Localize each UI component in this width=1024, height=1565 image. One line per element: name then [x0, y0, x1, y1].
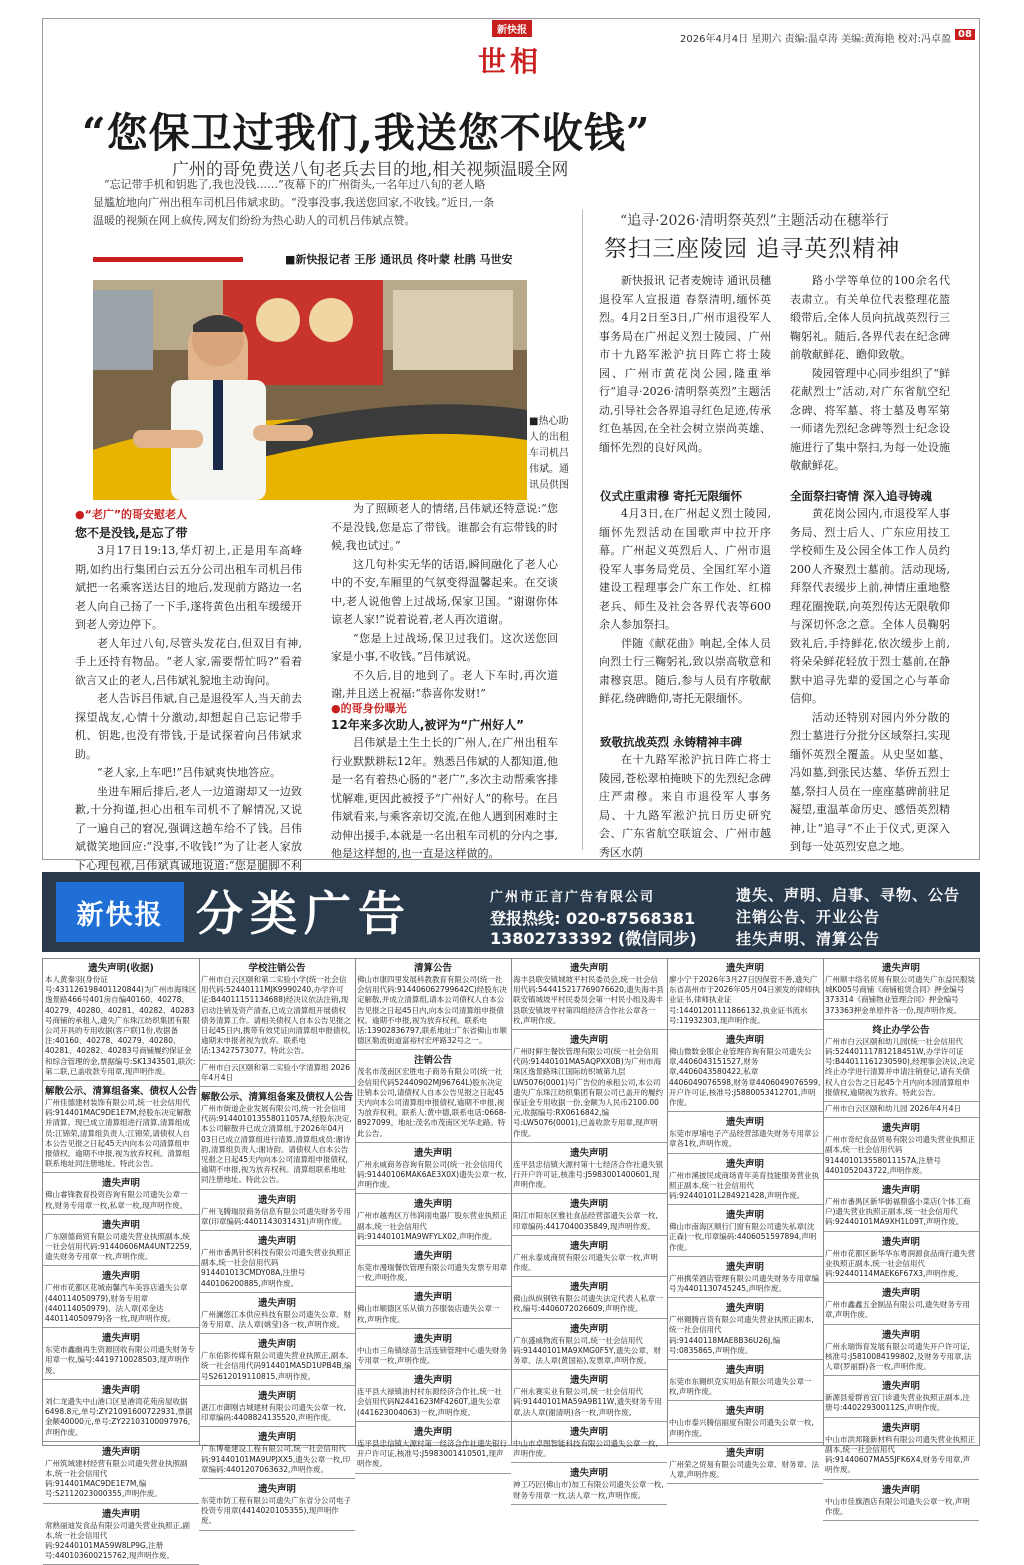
ad-text: 广东佑影传媒有限公司遗失营业执照正,副本,统一社会信用代码914401MA5D1UPB4B,编号S2612019110815,声明作废。: [201, 1351, 352, 1381]
ad-title: 遗失声明: [881, 1329, 920, 1341]
right-subheading-1: 仪式庄重肃穆 寄托无限缅怀: [600, 489, 743, 503]
ad-title: 遗失声明: [101, 1508, 140, 1520]
ad-text: 广州时鲜生餐饮管理有限公司(统一社会信用代码:91440101MA5AQPXX0B)为广州市海珠区逸景路珠江国际纺织城第九层LW5076(0001)号广告位的承租公司,本公司遗失广东珠江纺织集团有限公司已盖开的履约保证金专用收据一份,金额为人民币2100.00元,收据编号:RX0616842,编号:LW5076(0001),已盖收款专用章,现声明作废。: [513, 1047, 663, 1138]
classified-ad: [511, 1030, 667, 1143]
section2-subheading: 12年来多次助人,被评为“广州好人”: [331, 718, 525, 732]
section-title: 世相: [478, 45, 543, 78]
paragraph: 陵园管理中心同步组织了“鲜花献烈士”活动,对广东省航空纪念碑、将军墓、将士墓及粤军第一师诸先烈纪念碑等烈士纪念设施进行了集中祭扫,为每一处设施敬献鲜花。: [790, 366, 950, 472]
red-rule: [93, 257, 243, 262]
ad-title: 遗失声明: [101, 1446, 140, 1458]
classified-ad: [823, 1283, 979, 1324]
ad-text: 广州翱腾百货有限公司遗失营业执照正副本,统一社会信用代码:91440118MAE8B36U26J,编号:0835865,声明作废。: [669, 1315, 814, 1355]
ad-text: 中山市卓图智能科技有限公司遗失公章一枚,声明作废。: [513, 1438, 658, 1459]
ad-title: 遗失声明: [413, 1292, 452, 1304]
ad-text: 佛山纵纵钢铁有限公司遗失法定代表人私章一枚,编号:4406072026609,声明作废。: [513, 1294, 663, 1314]
ad-text: 佛山睿锋教育投资咨询有限公司遗失公章一枚,财务专用章一枚,私章一枚,现声明作废。: [45, 1190, 188, 1210]
ad-text: 广州市鑫鑫五金制品有限公司,遗失财务专用章,声明作废。: [825, 1300, 970, 1320]
paragraph: 为了照顾老人的情绪,吕伟斌还特意说:“您不是没钱,您是忘了带钱。谁都会有忘带钱的时候,我也试过。”: [331, 502, 558, 552]
ad-title: 遗失声明: [101, 1333, 140, 1345]
main-column-2: [331, 500, 558, 704]
ad-title: 遗失声明: [881, 1484, 920, 1496]
ad-text: 海丰县联安镇城坡平村民委员会,统一社会信用代码:544415217769076620,遗失海丰县联安镇城坡平村民委员会第一村民小组及海丰县联安镇坡平村第四组经济合作社公章各一枚,声明作废。: [513, 975, 664, 1025]
classified-ad: [43, 1504, 199, 1565]
paragraph: 吕伟斌是土生土长的广州人,在广州出租车行业默默耕耘12年。熟悉吕伟斌的人都知道,他是一名有着热心肠的“老广”,多次主动帮乘客排忧解难,更因此被授予“广州好人”的称号。在吕伟斌看来,与乘客亲切交流,在他人遇到困难时主动伸出援手,本就是一名出租车司机的分内之事,他是这样想的,也一直是这样做的。: [331, 736, 558, 860]
ad-text: 广州市街道企业发展有限公司,统一社会信用代码:914401013558011057A,经股东决定,本公司解散并已成立清算组,于2026年04月03日已成立清算组进行清算,清算组成员:谢诗韵,清算组负责人:谢诗韵。请债权人自本公告见报之日起45天内向本公司清算组申报债权,逾期不申报,视为放弃权利。清算组联系地址同注册地址。特此公告。: [201, 1104, 352, 1185]
ad-text: 广州市花都区花城南馨汽车美容店遗失公章(440114050979),财务专用章(440114050979)、法人章(邓金达440114050979)各一枚,现声明作废。: [45, 1283, 188, 1324]
ad-text: 广州永威商务咨询有限公司(统一社会信用代码:91440106MAK6AE3X0X)遗失公章一枚,声明作废。: [357, 1159, 507, 1190]
ad-text: 广州飞腾瑞辰商务信息有限公司遗失财务专用章(印章编码:4401143031431)声明作废。: [201, 1206, 351, 1226]
paragraph: 3月17日19:13,华灯初上,正是用车高峰期,如约出行集团白云五分公司出租车司机吕伟斌把一名乘客送达目的地后,发现前方路边一名老人向自己扬了一下手,遂将黄色出租车缓缓开到老人旁边停下。: [75, 544, 302, 631]
classified-ad: [355, 1422, 511, 1474]
right-subheading-3: 全面祭扫寄情 深入追寻铸魂: [790, 489, 933, 503]
paragraph: 这几句朴实无华的话语,瞬间融化了老人心中的不安,车厢里的气氛变得温馨起来。在交谈中,老人说他曾上过战场,保家卫国。“谢谢你体谅老人家!”说着说着,老人再次道谢。: [331, 557, 558, 626]
ad-text: 广州永赛实业有限公司,统一社会信用代码:91440101MA59A9B11W,遗失财务专用章,法人章(谢清明)各一枚,声明作废。: [513, 1387, 662, 1417]
classified-ad: [355, 1287, 511, 1328]
ad-text: 广州永瑞饰育发展有限公司遗失开户许可证,核准号:J5810084199802,及财务专用章,法人章(罗丽群)各一枚,声明作废。: [825, 1341, 972, 1372]
section1-subheading: 您不是没钱,是忘了带: [75, 526, 188, 540]
ad-text: 广州市白云区颐和第二实验小学清算组 2026年4月4日: [201, 1062, 350, 1082]
paragraph: 老人告诉吕伟斌,自己是退役军人,当天前去探望战友,心情十分激动,却想起自己忘记带手机、钥匙,也没有带钱,于是试探着向吕伟斌求助。: [75, 692, 302, 761]
ad-title: 遗失声明: [725, 1261, 764, 1273]
classified-ad: [199, 1190, 355, 1231]
classified-ad: [199, 1231, 355, 1293]
ad-text: 广州荣之贸易有限公司遗失公章、财务章、法人章,声明作废。: [669, 1459, 819, 1480]
column-separator: [355, 958, 356, 1446]
classified-ad: [667, 1154, 823, 1206]
ad-text: 常熟丽迪发食品有限公司遗失营业执照正,副本,统一社会信用代码:92440101MA59W8LP9G,注册号:440103600215762,现声明作废。: [45, 1520, 190, 1561]
ad-title: 遗失声明: [725, 1365, 764, 1377]
ad-title: 遗失声明: [725, 1210, 764, 1222]
classified-ad: [511, 1143, 667, 1195]
ad-text: 佛山市南海区顺行门窗有限公司遗失私章(沈正森)一枚,印章编码:4406051597894,声明作废。: [669, 1222, 817, 1252]
classified-column: [43, 958, 199, 1561]
ad-text: 中山市三角镇绿苗生活连锁管理中心遗失财务专用章一枚,声明作废。: [357, 1345, 507, 1366]
ad-text: 连平县忠信镇大源村第一经济合作社遗失银行开户许可证,核准号:J5983001410501,现声明作废。: [357, 1438, 507, 1469]
ad-title: 遗失声明: [413, 1375, 452, 1387]
ad-title: 遗失声明: [101, 1271, 140, 1283]
ad-title: 遗失声明: [725, 1117, 764, 1129]
ad-text: 广东盛威物流有限公司,统一社会信用代码:91440101MA9XMG0F5Y,遗失公章、财务章、法人章(黄国裕),发票章,声明作废。: [513, 1335, 661, 1366]
ad-title: 遗失声明: [257, 1236, 296, 1248]
byline: ■新快报记者 王彤 通讯员 佟叶蒙 杜鹃 马世安: [285, 253, 513, 266]
ad-agency-name: 广州市正言广告有限公司: [490, 890, 656, 905]
ad-text: 广州市越秀区万伟润雨电器厂股东营业执照正副本,统一社会信用代码:91440101MA9WFYLX02,声明作废。: [357, 1211, 507, 1241]
ad-text: 佛山微数金服企业管理咨询有限公司遗失公章,4406043151527,财务章,4406043580422,私章4406049076598,财务章4406049076599,开户许可证,核准号:J5880053412701,声明作废。: [669, 1047, 821, 1108]
ad-title: 遗失声明: [569, 1426, 608, 1438]
ad-text: 广州筑域建材经营有限公司遗失营业执照副本,统一社会信用代码:914401MAC9DE1E7M,编号:S2112023000355,声明作废。: [45, 1458, 188, 1499]
paragraph: “老人家,上车吧!”吕伟斌爽快地答应。: [97, 766, 282, 779]
right-column-a3: [599, 751, 771, 862]
ad-title: 遗失声明: [725, 963, 764, 974]
ad-text: 茂名市茂南区宏胜电子商务有限公司(统一社会信用代码52440902MJ96764L)股东决定注销本公司,请债权人自本公告见报之日起45天内向本公司清算组申报债权,逾期不申报,视为放弃权利。联系人:黄中德,联系电话:0668-8927099。地址:茂名市茂南区光华北路。特此公告。: [357, 1067, 507, 1138]
classified-ad: [667, 1112, 823, 1153]
ad-text: 广州顺丰络名贸易有限公司遗失广东益民服装城K005号商铺《商铺租赁合同》押金编号373314《商铺物业管理合同》押金编号373363押金单原件各一份,现声明作废。: [825, 975, 975, 1015]
classified-ad: [43, 1173, 199, 1214]
classified-ad: [43, 1328, 199, 1380]
ad-text: 东莞市防工程有限公司遗失广东省分公司电子投资专用章(4414020105355),现声明作废。: [201, 1495, 351, 1526]
classified-ad: [667, 1030, 823, 1112]
ad-text: 中山市洪邦隆新材料有限公司遗失营业执照正副本,统一社会信用代码:91440607MA55JFK6X4,财务专用章,声明作废。: [825, 1434, 975, 1475]
ad-category-line: 遗失、声明、启事、寻物、公告: [736, 886, 961, 904]
ad-text: 连平县大禄镇油村村东源经济合作社,统一社会信用代码N2441623MF4260T,遗失公章(441623004063)一枚,声明作废。: [357, 1387, 502, 1417]
ad-title: 遗失声明: [725, 1447, 764, 1459]
ad-title: 遗失声明: [881, 963, 920, 974]
ad-text: 东莞市漫瑞餐饮管理有限公司遗失发票专用章一枚,声明作废。: [357, 1263, 507, 1283]
ad-title: 遗失声明: [413, 1251, 452, 1263]
classified-column: [667, 958, 823, 1480]
ad-title: 学校注销公告: [248, 963, 306, 974]
ad-title: 遗失声明(收据): [88, 963, 154, 974]
classified-ad: [43, 1380, 199, 1442]
ad-title: 遗失声明: [725, 1406, 764, 1418]
classified-ad: [823, 958, 979, 1020]
classified-ad: [355, 1194, 511, 1246]
ad-text: 神工巧匠(佛山市)加工有限公司遗失公章一枚,财务专用章一枚,法人章一枚,声明作废。: [513, 1480, 664, 1500]
ad-title: 遗失声明: [101, 1384, 140, 1396]
classified-ad: [43, 1215, 199, 1267]
right-title: 祭扫三座陵园 追寻英烈精神: [604, 236, 901, 262]
classified-ad: [823, 1418, 979, 1480]
classified-ad: [43, 958, 199, 1081]
ad-title: 遗失声明: [881, 1381, 920, 1393]
ad-title: 遗失声明: [569, 1282, 608, 1294]
classified-column: [511, 958, 667, 1500]
classifieds-logo: 新快报: [56, 882, 184, 942]
paragraph: 在十九路军淞沪抗日阵亡将士陵园,苍松翠柏掩映下的先烈纪念碑庄严肃穆。来自市退役军人事务局、十九路军淞沪抗日历史研究会、广东省航空联谊会、广州市越秀区水荫: [599, 753, 771, 859]
main-subhead: 广州的哥免费送八旬老兵去目的地,相关视频温暖全网: [172, 160, 569, 180]
ad-title: 遗失声明: [881, 1185, 920, 1197]
classified-column: [823, 958, 979, 1516]
classified-ad: [199, 1427, 355, 1479]
ad-title: 解散公示、清算组备案及债权人公告: [201, 1092, 354, 1104]
classified-ad: [511, 1370, 667, 1422]
ad-title: 遗失声明: [569, 1375, 608, 1387]
ad-text: 广东颐德商贸有限公司遗失营业执照副本,统一社会信用代码:91440606MA4UNT2259,遗失财务专用章一枚,声明作废。: [45, 1231, 192, 1262]
classified-ad: [43, 1081, 199, 1173]
classified-ad: [511, 1463, 667, 1504]
page-number: 08: [955, 29, 975, 40]
classified-ad: [355, 1329, 511, 1370]
ad-text: 广州市番禺针织科技有限公司遗失营业执照正副本,统一社会信用代码914401013CMDY08A,注册号440106200885,声明作废。: [201, 1248, 351, 1288]
ad-text: 广东博毫建设工程有限公司,统一社会信用代码:91440101MA9UPJXX5,遗失公章一枚,印章编码:4401207063632,声明作废。: [201, 1444, 351, 1474]
section1-heading: ●“老广”的哥安慰老人: [75, 508, 188, 521]
ad-title: 终止办学公告: [872, 1024, 930, 1036]
ad-title: 遗失声明: [881, 1422, 920, 1434]
ad-text: 东莞市厚埔电子产品经营部遗失财务专用章公章各1枚,声明作废。: [669, 1129, 819, 1149]
classified-ad: [823, 1180, 979, 1232]
ad-title: 解散公示、清算组备案、债权人公告: [45, 1086, 198, 1098]
ad-title: 遗失声明: [257, 1339, 296, 1351]
classified-ad: [199, 1293, 355, 1334]
classified-ad: [823, 1118, 979, 1180]
paragraph: 4月3日,在广州起义烈士陵园,缅怀先烈活动在国歌声中拉开序幕。广州起义英烈后人、广州市退役军人事务局党员、全国红军小道建设工程理事会广东工作处、红棉老兵、师生及社会各界代表等600余人参加祭扫。: [599, 507, 771, 631]
paragraph: 伴随《献花曲》响起,全体人员向烈士行三鞠躬礼,致以崇高敬意和肃穆哀思。随后,参与人员有序敬献鲜花,绕碑瞻仰,寄托无限缅怀。: [599, 636, 771, 705]
classified-ad: [667, 1401, 823, 1442]
classified-ad: [355, 1246, 511, 1287]
ad-text: 广州市花都区新华华东粤润源食品商行遗失营业执照正副本,统一社会信用代码:92440114MAEK6F67X3,声明作废。: [825, 1248, 975, 1279]
ad-category-line: 挂失声明、清算公告: [736, 930, 881, 948]
classified-ad: [667, 1205, 823, 1257]
ad-title: 遗失声明: [569, 1323, 608, 1335]
right-subheading-2: 致敬抗战英烈 永铸精神丰碑: [600, 735, 743, 749]
ad-text: 广州市白云区颐和幼儿园(统一社会信用代码:52440111781218451W,办学许可证号:B44011161230590),经理事会决议,决定终止办学进行清算并申请注销登记,请有关债权人自公告之日起45个月内向本园清算组申报债权,逾期视为放弃。特此公告。: [825, 1036, 975, 1097]
ad-text: 佛山市顺德区乐从镇力莎服装店遗失公章一枚,声明作废。: [357, 1304, 500, 1324]
right-column-b: [790, 272, 950, 476]
classified-ad: [823, 1232, 979, 1284]
column-separator: [823, 958, 824, 1446]
classifieds-title: 分类广告: [196, 887, 412, 942]
paragraph: 活动还特别对园内外分散的烈士墓进行分批分区域祭扫,实现缅怀英烈全覆盖。从史坚如墓、冯如墓,到张民达墓、华侨五烈士墓,祭扫人员在一座座墓碑前驻足凝望,重温革命历史、感悟英烈精神,让“追寻”不止于仪式,更深入到每一处英烈安息之地。: [790, 710, 950, 853]
ad-title: 注销公告: [413, 1055, 452, 1067]
ad-text: 东莞市东翱织克实用品有限公司遗失公章一枚,声明作废。: [669, 1377, 812, 1397]
ad-text: 广州澜悠江本供应科技有限公司遗失公章、财务专用章、法人章(姚莹)各一枚,声明作废。: [201, 1309, 351, 1330]
ad-title: 遗失声明: [569, 1147, 608, 1159]
ad-text: 广州市溪披民成商场青年美育技能服务营业执照正副本,统一社会信用代码:92440101L284921428,声明作废。: [669, 1170, 819, 1201]
column-separator: [667, 958, 668, 1446]
classified-ad: [511, 958, 667, 1030]
classified-ad: [199, 1334, 355, 1386]
ad-title: 遗失声明: [881, 1236, 920, 1248]
ad-text: 东莞市鑫幽再生资源回收有限公司遗失财务专用章一枚,编号:4419710028503,现声明作废。: [45, 1345, 195, 1375]
classified-ad: [199, 958, 355, 1061]
classified-ad: [511, 1236, 667, 1277]
classified-ad: [355, 958, 511, 1050]
column-divider: [582, 210, 583, 850]
classified-ad: [199, 1386, 355, 1427]
ad-title: 遗失声明: [881, 1123, 920, 1135]
ad-hotline: 登报热线: 020-87568381: [490, 909, 696, 928]
classified-ad: [667, 1443, 823, 1484]
ad-text: 广州佳德建材装饰有限公司,统一社会信用代码:914401MAC9DE1E7M,经股东决定解散并清算。现已成立清算组进行清算,清算组成员:江锦荣,清算组负责人:江锦荣,请债权人自本公告见报之日起45天内向本公司清算组申报债权。逾期不申报,视为放弃权利。清算组联系地址同注册地址。特此公告。: [45, 1098, 192, 1169]
classified-column: [355, 958, 511, 1469]
paragraph: 路小学等单位的100余名代表肃立。有关单位代表整理花篮缎带后,全体人员向抗战英烈行三鞠躬礼。随后,各界代表在纪念碑前敬献鲜花、瞻仰致敬。: [790, 274, 950, 361]
classified-ad: [667, 1257, 823, 1298]
classified-ad: [199, 1061, 355, 1087]
classified-ad: [355, 1143, 511, 1195]
brand-tag: 新快报: [492, 20, 532, 37]
ad-title: 遗失声明: [569, 1035, 608, 1047]
classified-ad: [667, 1298, 823, 1360]
paragraph: 不久后,目的地到了。老人下车时,再次道谢,并且送上祝福:“恭喜你发财!”: [331, 668, 558, 700]
ad-title: 遗失声明: [413, 1333, 452, 1345]
main-headline: “您保卫过我们,我送您不收钱”: [82, 109, 651, 157]
column-separator: [511, 958, 512, 1446]
ad-title: 遗失声明: [569, 1240, 608, 1252]
ad-text: 湛江市御刚吉城建材有限公司遗失公章一枚,印章编码:4408824135520,声明作废。: [201, 1402, 346, 1423]
paragraph: “您是上过战场,保卫过我们。这次送您回家是小事,不收钱。”吕伟斌说。: [331, 631, 558, 663]
ad-text: 刘仁龙遗失中山港口区星港湾花苑房屋收据6498.8元,单号:ZY21091600722931,票据金额40000元,单号:ZY22103100097976,声明作废。: [45, 1396, 193, 1437]
ad-text: 新源县爱群首宜门诊遗失营业执照正副本,注册号:440229300112S,声明作废。: [825, 1393, 970, 1413]
classified-ad: [823, 1376, 979, 1417]
ad-title: 遗失声明: [257, 1194, 296, 1206]
main-intro: “忘记带手机和钥匙了,我也没钱……”夜幕下的广州街头,一名年过八旬的老人略显尴尬地向广州出租车司机吕伟斌求助。“没事没事,我送您回家,不收钱。”近日,一条温暖的视频在网上疯传,网友们纷纷为热心助人的司机吕伟斌点赞。: [93, 178, 495, 227]
column-separator: [199, 958, 200, 1446]
driver-photo-illustration: [93, 280, 527, 500]
classified-ad: [355, 1050, 511, 1142]
ad-text: 广州携荣酒店管理有限公司遗失财务专用章编号为4401130745245,声明作废。: [669, 1273, 819, 1294]
ad-title: 遗失声明: [881, 1288, 920, 1300]
classified-ad: [43, 1266, 199, 1328]
ad-title: 遗失声明: [569, 1468, 608, 1480]
ad-text: 广州市番禺区新华街福鼎盛小菜店(个体工商户)遗失营业执照正副本,统一社会信用代码:92440101MA9XH1L09T,声明作废。: [825, 1197, 971, 1227]
classified-ad: [823, 1325, 979, 1377]
ad-mobile: 13802733392 (微信同步): [490, 929, 697, 948]
classified-ad: [667, 958, 823, 1030]
classified-ad: [355, 1370, 511, 1422]
classified-ad: [823, 1020, 979, 1102]
classified-ad: [667, 1360, 823, 1401]
paragraph: 坐进车厢后排后,老人一边道谢却又一边致歉,十分拘谨,担心出租车司机不了解情况,又说了一遍自己的窘况,强调这趟车给不了钱。吕伟斌微笑地回应:“没事,不收钱!”为了让老人家放下心理包袱,吕伟斌真诚地说道:“您是腿脚不利: [75, 784, 302, 872]
ad-title: 遗失声明: [569, 1199, 608, 1211]
ad-title: 遗失声明: [101, 1219, 140, 1231]
ad-text: 广州市白云区颐和幼儿园 2026年4月4日: [825, 1104, 962, 1114]
ad-title: 遗失声明: [413, 1147, 452, 1159]
ad-title: 遗失声明: [725, 1158, 764, 1170]
ad-text: 广州市奇纪食品贸易有限公司遗失营业执照正副本,统一社会信用代码914401013558011157A,注册号4401052043722,声明作废。: [825, 1135, 975, 1175]
right-column-b2: [790, 505, 950, 857]
classified-ad: [43, 1442, 199, 1504]
classified-ad: [511, 1319, 667, 1371]
paragraph: 新快报讯 记者麦婉诗 通讯员穗退役军人宣报道 春祭清明,缅怀英烈。4月2日至3日,广州市退役军人事务局在广州起义烈士陵园、广州市十九路军淞沪抗日阵亡将士陵园、广州市黄花岗公园,隆重举行“追寻·2026·清明祭英烈”主题活动,引导社会各界追寻红色足迹,传承红色基因,在全社会树立崇尚英雄、缅怀先烈的良好风尚。: [599, 274, 771, 454]
ad-title: 遗失声明: [413, 1199, 452, 1211]
ad-title: 遗失声明: [257, 1432, 296, 1444]
ad-title: 遗失声明: [725, 1035, 764, 1047]
ad-title: 遗失声明: [725, 1303, 764, 1315]
ad-title: 遗失声明: [257, 1390, 296, 1402]
ad-text: 本人黄秦羽(身份证号:431126198401120844)为广州市海珠区逸景路466号401房自编40160、40278、40279、40280、40281、40282、40283号商铺的承租人,遗失广东珠江纺织集团有限公司开具的专用收据(客户联)1份,收据备注:40160、40278、40279、40280、40281、40282、40283号商铺履约保证金和综合管理的金,票据编号:SK1343501,联次:第二联,已盖收款专用章,现声明作废。: [45, 975, 197, 1076]
classified-ad: [199, 1479, 355, 1531]
main-column-1: [75, 542, 302, 894]
ad-text: 广州市白云区颐和第二实验小学(统一社会信用代码:52440111MJK9990240,办学许可证:B44011151134688)经决议依法注销,现启动注销及资产清查,已成立清算组开展债权债务清算工作。请相关债权人自本公告见报之日起45日内,携带有效凭证向清算组申报债权,逾期未申报者视为放弃。联系电话:13427573077。特此公告。: [201, 975, 351, 1056]
classified-ad: [199, 1087, 355, 1190]
ad-text: 阳江市阳东区雅社食品经营部遗失公章一枚,印章编码:4417040035849,现声明作废。: [513, 1211, 658, 1231]
ad-title: 遗失声明: [569, 963, 608, 974]
main-column-2b: [331, 734, 558, 864]
right-column-a2: [599, 505, 771, 709]
driver-photo: [93, 280, 527, 500]
ad-title: 遗失声明: [257, 1297, 296, 1309]
ad-text: 中山市泰兴腾信丽度有限公司遗失公章一枚,声明作废。: [669, 1418, 814, 1438]
ad-text: 连平县忠信镇大源村第十七经济合作社遗失银行开户许可证,核准号:J5983001400601,现声明作废。: [513, 1159, 663, 1190]
classified-ad: [511, 1277, 667, 1318]
section2-heading: ●的哥身份曝光: [331, 702, 407, 715]
ad-category-line: 注销公告、开业公告: [736, 908, 881, 926]
ad-title: 清算公告: [413, 963, 452, 974]
ad-title: 遗失声明: [413, 1426, 452, 1438]
paragraph: 老人年过八旬,尽管头发花白,但双目有神,手上还持有物品。“老人家,需要帮忙吗?”看着欲言又止的老人,吕伟斌礼貌地主动询问。: [75, 636, 302, 687]
page-meta: 2026年4月4日 星期六 责编:温卓涛 美编:黄海艳 校对:冯卓盈: [680, 34, 951, 45]
ad-text: 广州永泰成商贸有限公司遗失公章一枚,声明作废。: [513, 1252, 658, 1273]
photo-caption: ■热心助人的出租车司机吕伟斌。通讯员供图: [529, 416, 569, 491]
classified-ad: [823, 1102, 979, 1118]
classified-ad: [511, 1194, 667, 1235]
ad-text: 廖小宁于2026年3月27日因保管不善,遗失广东省高州市于2026年05月04日颁发的律师执业证书,律师执业证号:14401201111866132,执业证书流水号:11932303,现声明作废。: [669, 975, 820, 1025]
classified-ad: [511, 1422, 667, 1463]
classified-column: [199, 958, 355, 1526]
right-kicker: “追寻·2026·清明祭英烈”主题活动在穗举行: [620, 213, 889, 229]
ad-text: 佛山市康四里发展科教教育有限公司(统一社会信用代码:914406062799642C)经股东决定解散,并成立清算组,请本公司债权人自本公告见报之日起45日内,向本公司清算组申报债权。逾期不申报,视为放弃权利。联系电话:13902836797,联系地址:广东省佛山市顺德区勒流街道富裕村宏坪路32号之一。: [357, 975, 507, 1046]
ad-title: 遗失声明: [257, 1483, 296, 1495]
paragraph: 黄花岗公园内,市退役军人事务局、烈士后人、广东应用技工学校师生及公园全体工作人员约200人齐聚烈士墓前。活动现场,拜祭代表缓步上前,神情庄重地整理花圈挽联,向英烈传达无限敬仰与深切怀念之意。全体人员鞠躬致礼后,手持鲜花,依次缓步上前,将朵朵鲜花轻放于烈士墓前,在静默中追寻先辈的爱国之心与革命信仰。: [790, 507, 950, 705]
right-column-a: [599, 272, 771, 457]
ad-text: 中山市佳旗酒店有限公司遗失公章一枚,声明作废。: [825, 1496, 970, 1516]
classified-ad: [823, 1480, 979, 1521]
ad-title: 遗失声明: [101, 1178, 140, 1190]
